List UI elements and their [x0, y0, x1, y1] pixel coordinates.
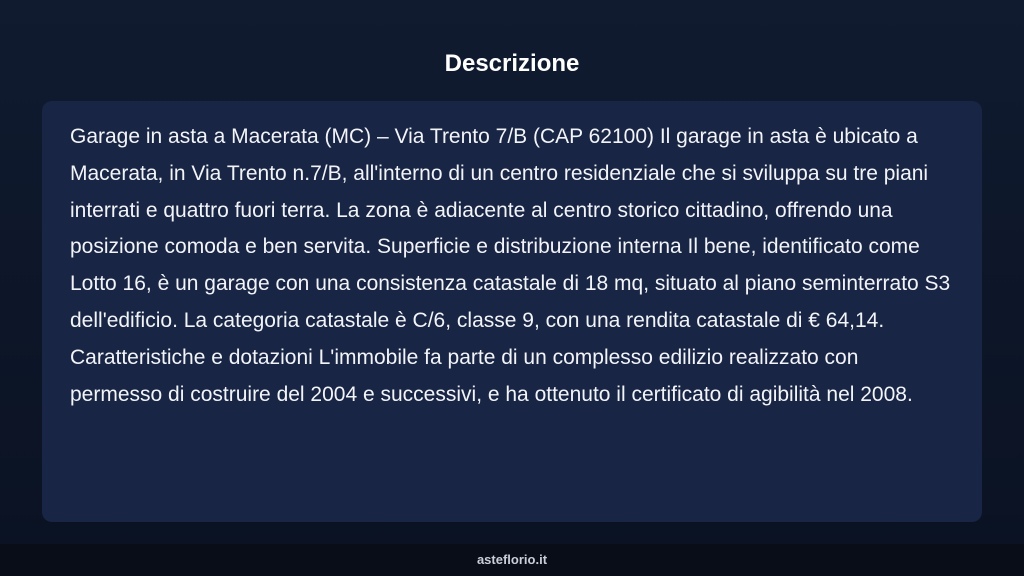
page-title: Descrizione: [444, 50, 580, 77]
footer-site-name: asteflorio.it: [476, 552, 548, 567]
description-card: [42, 101, 982, 522]
footer-bar: [0, 544, 1024, 576]
description-text: Garage in asta a Macerata (MC) – Via Trento 7/B (CAP 62100) Il garage in asta è ubicato a Macerata, in Via Trento n.7/B, all'interno di un centro residenziale che si sviluppa su tre piani interrati e quattro fuori terra. La zona è adiacente al centro storico cittadino, offrendo una posizione comoda e ben servita. Superficie e distribuzione interna Il bene, identificato come Lotto 16, è un garage con una consistenza catastale di 18 mq, situato al piano seminterrato S3 dell'edificio. La categoria catastale è C/6, classe 9, con una rendita catastale di € 64,14. Caratteristiche e dotazioni L'immobile fa parte di un complesso edilizio realizzato con permesso di costruire del 2004 e successivi, e ha ottenuto il certificato di agibilità nel 2008.: [70, 125, 951, 406]
